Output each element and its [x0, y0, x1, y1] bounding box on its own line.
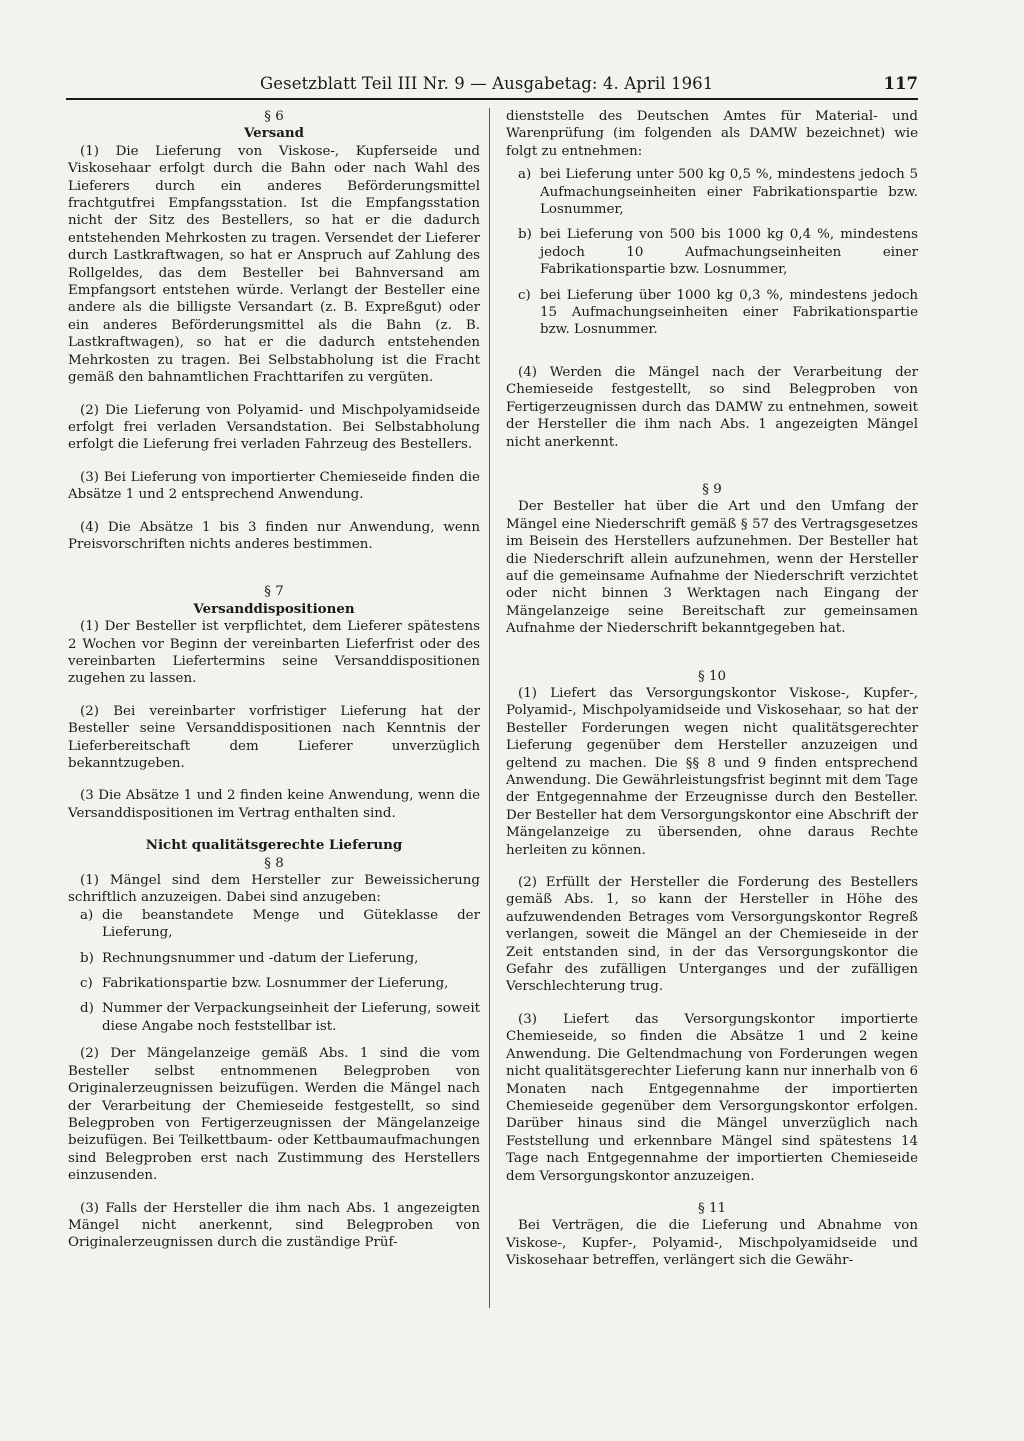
section-8-number: § 8: [264, 855, 284, 871]
paragraph: (1) Der Besteller ist verpflichtet, dem Lieferer spätestens 2 Wochen vor Beginn der vereinbarten Lieferfrist oder des vereinbarten Liefertermins seine Versanddispositionen zugehen zu lassen.: [68, 619, 480, 687]
paragraph: (3) Falls der Hersteller die ihm nach Abs. 1 angezeigten Mängel nicht anerkennt, sind Belegproben von Originalerzeugnissen durch die zuständige Prüf-: [68, 1200, 480, 1251]
paragraph: (2) Erfüllt der Hersteller die Forderung des Bestellers gemäß Abs. 1, so kann der Hersteller in Höhe des aufzuwendenden Betrages vom Versorgungskontor Regreß verlangen, soweit die Mängel an der Chemieseide in der Zeit entstanden sind, in der das Versorgungskontor die Gefahr des zufälligen Unterganges und der zufälligen Verschlechterung trug.: [506, 875, 918, 995]
page-number: 117: [883, 74, 918, 93]
list-item: b) Rechnungsnummer und -datum der Lieferung,: [80, 950, 419, 966]
left-column: [68, 108, 480, 1252]
paragraph: Der Besteller hat über die Art und den Umfang der Mängel eine Niederschrift gemäß § 57 des Vertragsgesetzes im Beisein des Herstellers aufzunehmen. Der Besteller hat die Niederschrift allein aufzunehmen, wenn der Hersteller auf die gemeinsame Aufnahme der Niederschrift verzichtet oder nicht binnen 3 Werktagen nach Eingang der Mängelanzeige seine Bereitschaft zur gemeinsamen Aufnahme der Niederschrift bekanntgegeben hat.: [506, 499, 918, 637]
page-header: [66, 70, 918, 100]
paragraph: (4) Die Absätze 1 bis 3 finden nur Anwendung, wenn Preisvorschriften nichts anderes bestimmen.: [68, 519, 480, 552]
section-10-number: § 10: [698, 668, 726, 684]
section-6-number: § 6: [264, 109, 284, 124]
list-item: a) bei Lieferung unter 500 kg 0,5 %, mindestens jedoch 5 Aufmachungseinheiten einer Fabrikationspartie bzw. Losnummer,: [518, 167, 918, 218]
paragraph: dienststelle des Deutschen Amtes für Material- und Warenprüfung (im folgenden als DAMW bezeichnet) wie folgt zu entnehmen:: [506, 109, 918, 159]
section-7-number: § 7: [264, 584, 284, 600]
column-divider: [489, 108, 490, 1308]
list: [68, 907, 480, 1035]
section-11-number: § 11: [698, 1200, 726, 1216]
paragraph: (3 Die Absätze 1 und 2 finden keine Anwendung, wenn die Versanddispositionen im Vertrag enthalten sind.: [68, 788, 480, 821]
list: [506, 166, 918, 339]
section-6-title: Versand: [243, 125, 305, 142]
paragraph: (1) Mängel sind dem Hersteller zur Beweissicherung schriftlich anzuzeigen. Dabei sind anzugeben:: [68, 873, 480, 906]
section-7-title: Versanddispositionen: [193, 600, 355, 617]
paragraph: Bei Verträgen, die die Lieferung und Abnahme von Viskose-, Kupfer-, Polyamid-, Mischpolyamidseide und Viskosehaar betreffen, verlängert sich die Gewähr-: [506, 1218, 918, 1269]
paragraph: (2) Die Lieferung von Polyamid- und Mischpolyamidseide erfolgt frei verladen Versandstation. Bei Selbstabholung erfolgt die Lieferung frei verladen Fahrzeug des Bestellers.: [68, 402, 480, 453]
paragraph: (3) Bei Lieferung von importierter Chemieseide finden die Absätze 1 und 2 entsprechend Anwendung.: [68, 469, 480, 503]
list-item: b) bei Lieferung von 500 bis 1000 kg 0,4 %, mindestens jedoch 10 Aufmachungseinheiten einer Fabrikationspartie bzw. Losnummer,: [518, 227, 918, 278]
paragraph: (3) Liefert das Versorgungskontor importierte Chemieseide, so finden die Absätze 1 und 2 keine Anwendung. Die Geltendmachung von Forderungen wegen nicht qualitätsgerechter Lieferung kann nur innerhalb von 6 Monaten nach Entgegennahme der importierten Chemieseide gegenüber dem Versorgungskontor erfolgen. Darüber hinaus sind die Mängel unverzüglich nach Feststellung und erkennbare Mängel sind spätestens 14 Tage nach Entgegennahme der importierten Chemieseide dem Versorgungskontor anzuzeigen.: [506, 1011, 918, 1184]
paragraph: (1) Liefert das Versorgungskontor Viskose-, Kupfer-, Polyamid-, Mischpolyamidseide und Viskosehaar, so hat der Besteller Forderungen wegen nicht qualitätsgerechter Lieferung gegenüber dem Hersteller anzuzeigen und geltend zu machen. Die §§ 8 und 9 finden entsprechend Anwendung. Die Gewährleistungsfrist beginnt mit dem Tage der Entgegennahme der Erzeugnisse durch den Besteller. Der Besteller hat dem Versorgungskontor eine Abschrift der Mängelanzeige zu übersenden, ohne daraus Rechte herleiten zu können.: [506, 685, 918, 858]
header-title: Gesetzblatt Teil III Nr. 9 — Ausgabetag: 4. April 1961: [260, 74, 714, 93]
right-column: [506, 108, 918, 1270]
paragraph: (2) Bei vereinbarter vorfristiger Lieferung hat der Besteller seine Versanddispositionen nach Kenntnis der Lieferbereitschaft dem Lieferer unverzüglich bekanntzugeben.: [68, 703, 480, 771]
list-item: a) die beanstandete Menge und Güteklasse der Lieferung,: [80, 907, 480, 941]
list-item: c) bei Lieferung über 1000 kg 0,3 %, mindestens jedoch 15 Aufmachungseinheiten einer Fabrikationspartie bzw. Losnummer.: [518, 287, 918, 338]
section-9-number: § 9: [702, 481, 722, 497]
list-item: d) Nummer der Verpackungseinheit der Lieferung, soweit diese Angabe noch feststellbar ist.: [80, 1001, 480, 1034]
paragraph: (1) Die Lieferung von Viskose-, Kupferseide und Viskosehaar erfolgt durch die Bahn oder nach Wahl des Lieferers durch ein anderes Beförderungsmittel frachtgutfrei Empfangsstation. Ist die Empfangsstation nicht der Sitz des Bestellers, so hat er die dadurch entstehenden Mehrkosten zu tragen. Versendet der Lieferer durch Lastkraftwagen, so hat er Anspruch auf Zahlung des Rollgeldes, das dem Besteller bei Bahnversand am Empfangsort entstehen würde. Verlangt der Besteller eine andere als die billigste Versandart (z. B. Expreßgut) oder ein anderes Beförderungsmittel als die Bahn (z. B. Lastkraftwagen), so hat er die dadurch entstehenden Mehrkosten zu tragen. Bei Selbstabholung ist die Fracht gemäß den bahnamtlichen Frachttarifen zu vergüten.: [68, 143, 480, 386]
paragraph: (2) Der Mängelanzeige gemäß Abs. 1 sind die vom Besteller selbst entnommenen Belegproben von Originalerzeugnissen beizufügen. Werden die Mängel nach der Verarbeitung der Chemieseide festgestellt, so sind Belegproben von Fertigerzeugnissen der Mängelanzeige beizufügen. Bei Teilkettbaum- oder Kettbaumaufmachungen sind Belegproben erst nach Zustimmung des Herstellers einzusenden.: [68, 1046, 480, 1184]
list-item: c) Fabrikationspartie bzw. Losnummer der Lieferung,: [80, 976, 449, 992]
paragraph: (4) Werden die Mängel nach der Verarbeitung der Chemieseide festgestellt, so sind Belegproben von Fertigerzeugnissen durch das DAMW zu entnehmen, soweit der Hersteller die ihm nach Abs. 1 angezeigten Mängel nicht anerkennt.: [506, 364, 918, 450]
section-8-heading: Nicht qualitätsgerechte Lieferung: [145, 837, 403, 854]
